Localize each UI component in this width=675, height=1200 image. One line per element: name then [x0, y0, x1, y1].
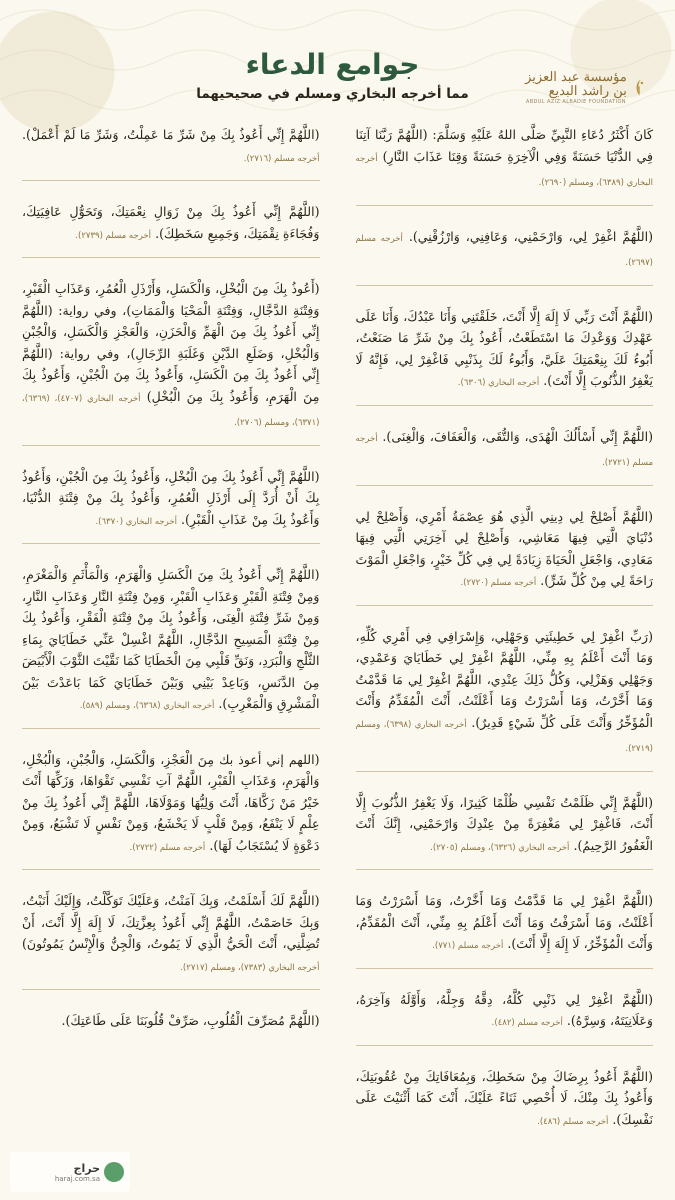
dua-source: أخرجه مسلم (٤٨٦). — [537, 1116, 609, 1127]
dua-source: أخرجه مسلم (٢٧٢٢). — [129, 842, 206, 853]
dua-text: (اللَّهُمَّ إِنِّي ظَلَمْتُ نَفْسِي ظُلْمًا كَثِيرًا، وَلَا يَغْفِرُ الذُّنُوبَ إِلَّا أَنْتَ، فَاغْفِرْ لِي مَغْفِرَةً مِنْ عِنْدِكَ وَارْحَمْنِي، إِنَّكَ أَنْتَ الْغَفُورُ الرَّحِيمُ). — [355, 794, 653, 853]
dua-block — [22, 195, 320, 258]
dua-source: أخرجه البخاري (٦٣٢٦)، ومسلم (٢٧٠٥). — [430, 842, 570, 853]
header — [0, 36, 675, 116]
dua-block — [22, 460, 320, 545]
dua-source: أخرجه البخاري (٤٧٠٧)، (٦٣٦٩)، (٦٣٧١)، ومسلم (٢٧٠٦). — [22, 393, 320, 428]
dua-text: (أَعُوذُ بِكَ مِنَ الْبُخْلِ، وَالْكَسَلِ، وَأَرْذَلِ الْعُمُرِ، وَعَذَابِ الْقَبْرِ، وَفِتْنَةِ الدَّجَّالِ، وَفِتْنَةِ الْمَحْيَا وَالْمَمَاتِ)، وفي رواية: (اللَّهُمَّ إِنِّي أَعُوذُ بِكَ مِنَ الْهَمِّ وَالْحَزَنِ، وَالْعَجْزِ وَالْكَسَلِ، وَالْجُبْنِ وَالْبُخْلِ، وَضَلَعِ الدَّيْنِ وَغَلَبَةِ الرِّجَالِ)، وفي رواية: (اللَّهُمَّ إِنِّي أَعُوذُ بِكَ مِنَ الْكَسَلِ، وَأَعُوذُ بِكَ مِنَ الْجُبْنِ، وَأَعُوذُ بِكَ مِنَ الْهَرَمِ، وَأَعُوذُ بِكَ مِنَ الْبُخْلِ) — [22, 281, 320, 404]
dua-block — [356, 420, 654, 486]
dua-block — [22, 884, 320, 990]
dua-block — [22, 558, 320, 729]
dua-text: (اللَّهُمَّ اغْفِرْ لِي، وَارْحَمْنِي، وَعَافِنِي، وَارْزُقْنِي). — [408, 228, 653, 244]
dua-block — [356, 500, 654, 606]
dua-source: أخرجه مسلم (٢٧٢١). — [355, 433, 653, 468]
page-title: جوامع الدعاء — [245, 48, 420, 81]
crescent-logo-icon — [633, 71, 645, 105]
dua-block — [356, 786, 654, 871]
dua-block — [22, 1004, 320, 1045]
dua-source: أخرجه البخاري (٧٣٨٣)، ومسلم (٢٧١٧). — [180, 962, 320, 973]
dua-text: (اللَّهُمَّ لَكَ أَسْلَمْتُ، وَبِكَ آمَنْتُ، وَعَلَيْكَ تَوَكَّلْتُ، وَإِلَيْكَ أَنَبْتُ، وَبِكَ خَاصَمْتُ، اللَّهُمَّ إِنِّي أَعُوذُ بِعِزَّتِكَ، لَا إِلَهَ إِلَّا أَنْتَ، أَنْ تُضِلَّنِي، أَنْتَ الْحَيُّ الَّذِي لَا يَمُوتُ، وَالْجِنُّ وَالْإِنْسُ يَمُوتُونَ) — [22, 893, 320, 951]
haraj-watermark — [10, 1152, 130, 1192]
dua-text: (اللَّهُمَّ إِنِّي أَسْأَلُكَ الْهُدَى، وَالتُّقَى، وَالْعَفَافَ، وَالْغِنَى). — [382, 428, 653, 444]
page-subtitle: مما أخرجه البخاري ومسلم في صحيحيهما — [196, 85, 469, 102]
logo-english-text: ABDUL AZIZ ALBADIE FOUNDATION — [525, 99, 626, 106]
dua-text: (اللَّهُمَّ أَنْتَ رَبِّي لَا إِلَهَ إِلَّا أَنْتَ، خَلَقْتَنِي وَأَنَا عَبْدُكَ، وَأَنَا عَلَى عَهْدِكَ وَوَعْدِكَ مَا اسْتَطَعْتُ، أَعُوذُ بِكَ مِنْ شَرِّ مَا صَنَعْتُ، أَبُوءُ لَكَ بِنِعْمَتِكَ عَلَيَّ، وَأَبُوءُ لَكَ بِذَنْبِي فَاغْفِرْ لِي، فَإِنَّهُ لَا يَغْفِرُ الذُّنُوبَ إِلَّا أَنْتَ). — [355, 308, 653, 388]
dua-text: (اللهم إني أعوذ بك مِنَ الْعَجْزِ، وَالْكَسَلِ، وَالْجُبْنِ، وَالْبُخْلِ، وَالْهَرَمِ، وَعَذَابِ الْقَبْرِ، اللَّهُمَّ آتِ نَفْسِي تَقْوَاهَا، وَزَكِّهَا أَنْتَ خَيْرُ مَنْ زَكَّاهَا، أَنْتَ وَلِيُّهَا وَمَوْلَاهَا، اللَّهُمَّ إِنِّي أَعُوذُ بِكَ مِنْ عِلْمٍ لَا يَنْفَعُ، وَمِنْ قَلْبٍ لَا يَخْشَعُ، وَمِنْ نَفْسٍ لَا تَشْبَعُ، وَمِنْ دَعْوَةٍ لَا يُسْتَجَابُ لَهَا). — [22, 751, 320, 853]
dua-source: أخرجه البخاري (٦٣٠٦). — [457, 378, 540, 388]
dua-source: أخرجه البخاري (٦٣٩٨)، ومسلم (٢٧١٩). — [355, 719, 653, 754]
right-column — [356, 118, 654, 1200]
dua-text: (اللَّهُمَّ أَصْلِحْ لِي دِينِي الَّذِي هُوَ عِصْمَةُ أَمْرِي، وَأَصْلِحْ لِي دُنْيَايَ الَّتِي فِيهَا مَعَاشِي، وَأَصْلِحْ لِي آخِرَتِي الَّتِي فِيهَا مَعَادِي، وَاجْعَلِ الْحَيَاةَ زِيَادَةً لِي فِي كُلِّ خَيْرٍ، وَاجْعَلِ الْمَوْتَ رَاحَةً لِي مِنْ كُلِّ شَرٍّ). — [355, 508, 653, 588]
dua-block — [22, 272, 320, 446]
watermark-text: حراج — [73, 1161, 100, 1175]
dua-text: (اللَّهُمَّ إِنِّي أَعُوذُ بِكَ مِنْ زَوَالِ نِعْمَتِكَ، وَتَحَوُّلِ عَافِيَتِكَ، وَفُجَاءَةِ نِقْمَتِكَ، وَجَمِيعِ سَخَطِكَ). — [22, 204, 320, 241]
dua-block — [356, 983, 654, 1046]
dua-text: (رَبِّ اغْفِرْ لِي خَطِيئَتِي وَجَهْلِي، وَإِسْرَافِي فِي أَمْرِي كُلِّهِ، وَمَا أَنْتَ أَعْلَمُ بِهِ مِنِّي، اللَّهُمَّ اغْفِرْ لِي خَطَايَايَ وَعَمْدِي، وَجَهْلِي وَهَزْلِي، وَكُلُّ ذَلِكَ عِنْدِي، اللَّهُمَّ اغْفِرْ لِي مَا قَدَّمْتُ وَمَا أَخَّرْتُ، وَمَا أَسْرَرْتُ وَمَا أَعْلَنْتُ، أَنْتَ الْمُقَدِّمُ وَأَنْتَ الْمُؤَخِّرُ وَأَنْتَ عَلَى كُلِّ شَيْءٍ قَدِيرٌ). — [355, 628, 653, 730]
dua-source: أخرجه البخاري (٦٣٦٨)، ومسلم (٥٨٩). — [79, 701, 215, 711]
dua-block — [356, 300, 654, 406]
dua-block — [356, 118, 654, 206]
logo-arabic-text: مؤسسة عبد العزيز بن راشد البديع — [525, 69, 627, 99]
content-columns — [22, 118, 653, 1200]
dua-source: أخرجه مسلم (٢٧١٦). — [243, 153, 320, 164]
haraj-logo-icon — [104, 1162, 124, 1182]
dua-text: كَانَ أَكْثَرُ دُعَاءِ النَّبِيِّ صَلَّى اللهُ عَلَيْهِ وَسَلَّمَ: (اللَّهُمَّ رَبَّنَا آتِنَا فِي الدُّنْيَا حَسَنَةً وَفِي الْآخِرَةِ حَسَنَةً وَقِنَا عَذَابَ النَّارِ) — [355, 127, 653, 164]
foundation-logo — [525, 60, 645, 116]
dua-block — [22, 743, 320, 871]
dua-source: أخرجه مسلم (٤٨٢). — [491, 1018, 563, 1028]
dua-source: أخرجه مسلم (٧٧١). — [432, 941, 504, 951]
dua-text: (اللَّهُمَّ اغْفِرْ لِي مَا قَدَّمْتُ وَمَا أَخَّرْتُ، وَمَا أَسْرَرْتُ وَمَا أَعْلَنْتُ، وَمَا أَسْرَفْتُ وَمَا أَنْتَ أَعْلَمُ بِهِ مِنِّي، أَنْتَ الْمُقَدِّمُ، وَأَنْتَ الْمُؤَخِّرُ، لَا إِلَهَ إِلَّا أَنْتَ). — [355, 893, 653, 951]
dua-block — [356, 884, 654, 969]
dua-text: (اللَّهُمَّ إِنِّي أَعُوذُ بِكَ مِنَ الْكَسَلِ وَالْهَرَمِ، وَالْمَأْثَمِ وَالْمَغْرَمِ، وَمِنْ فِتْنَةِ الْقَبْرِ وَعَذَابِ الْقَبْرِ، وَمِنْ فِتْنَةِ النَّارِ وَعَذَابِ النَّارِ، وَمِنْ شَرِّ فِتْنَةِ الْغِنَى، وَأَعُوذُ بِكَ مِنْ فِتْنَةِ الْفَقْرِ، وَأَعُوذُ بِكَ مِنْ فِتْنَةِ الْمَسِيحِ الدَّجَّالِ، اللَّهُمَّ اغْسِلْ عَنِّي خَطَايَايَ بِمَاءِ الثَّلْجِ وَالْبَرَدِ، وَنَقِّ قَلْبِي مِنَ الْخَطَايَا كَمَا نَقَّيْتَ الثَّوْبَ الْأَبْيَضَ مِنَ الدَّنَسِ، وَبَاعِدْ بَيْنِي وَبَيْنَ خَطَايَايَ كَمَا بَاعَدْتَ بَيْنَ الْمَشْرِقِ وَالْمَغْرِبِ). — [22, 567, 320, 711]
left-column — [22, 118, 320, 1200]
dua-text: (اللَّهُمَّ أَعُوذُ بِرِضَاكَ مِنْ سَخَطِكَ، وَبِمُعَافَاتِكَ مِنْ عُقُوبَتِكَ، وَأَعُوذُ بِكَ مِنْكَ، لَا أُحْصِي ثَنَاءً عَلَيْكَ، أَنْتَ كَمَا أَثْنَيْتَ عَلَى نَفْسِكَ). — [355, 1068, 653, 1127]
dua-source: أخرجه مسلم (٢٧٢٠). — [460, 578, 537, 588]
dua-source: أخرجه البخاري (٦٣٨٩)، ومسلم (٢٦٩٠). — [355, 153, 653, 188]
dua-text: (اللَّهُمَّ اغْفِرْ لِي ذَنْبِي كُلَّهُ، دِقَّهُ وَجِلَّهُ، وَأَوَّلَهُ وَآخِرَهُ، وَعَلَانِيَتَهُ، وَسِرَّهُ). — [355, 991, 653, 1028]
dua-text: (اللَّهُمَّ مُصَرِّفَ الْقُلُوبِ، صَرِّفْ قُلُوبَنَا عَلَى طَاعَتِكَ). — [61, 1013, 320, 1028]
watermark-sub: haraj.com.sa — [54, 1174, 100, 1183]
dua-block — [22, 118, 320, 181]
dua-source: أخرجه البخاري (٦٣٧٠). — [95, 516, 177, 527]
dua-block — [356, 1060, 654, 1144]
dua-text: (اللَّهُمَّ إِنِّي أَعُوذُ بِكَ مِنْ شَرِّ مَا عَمِلْتُ، وَشَرِّ مَا لَمْ أَعْمَلْ). — [22, 127, 320, 142]
dua-block — [356, 220, 654, 286]
dua-block — [356, 620, 654, 772]
dua-text: (اللَّهُمَّ إِنِّي أَعُوذُ بِكَ مِنَ الْبُخْلِ، وَأَعُوذُ بِكَ مِنَ الْجُبْنِ، وَأَعُوذُ بِكَ أَنْ أُرَدَّ إِلَى أَرْذَلِ الْعُمُرِ، وَأَعُوذُ بِكَ مِنْ فِتْنَةِ الدُّنْيَا، وَأَعُوذُ بِكَ مِنْ عَذَابِ الْقَبْرِ). — [22, 468, 320, 527]
dua-source: أخرجه مسلم (٢٦٩٧). — [355, 233, 653, 268]
dua-source: أخرجه مسلم (٢٧٣٩). — [75, 230, 152, 241]
